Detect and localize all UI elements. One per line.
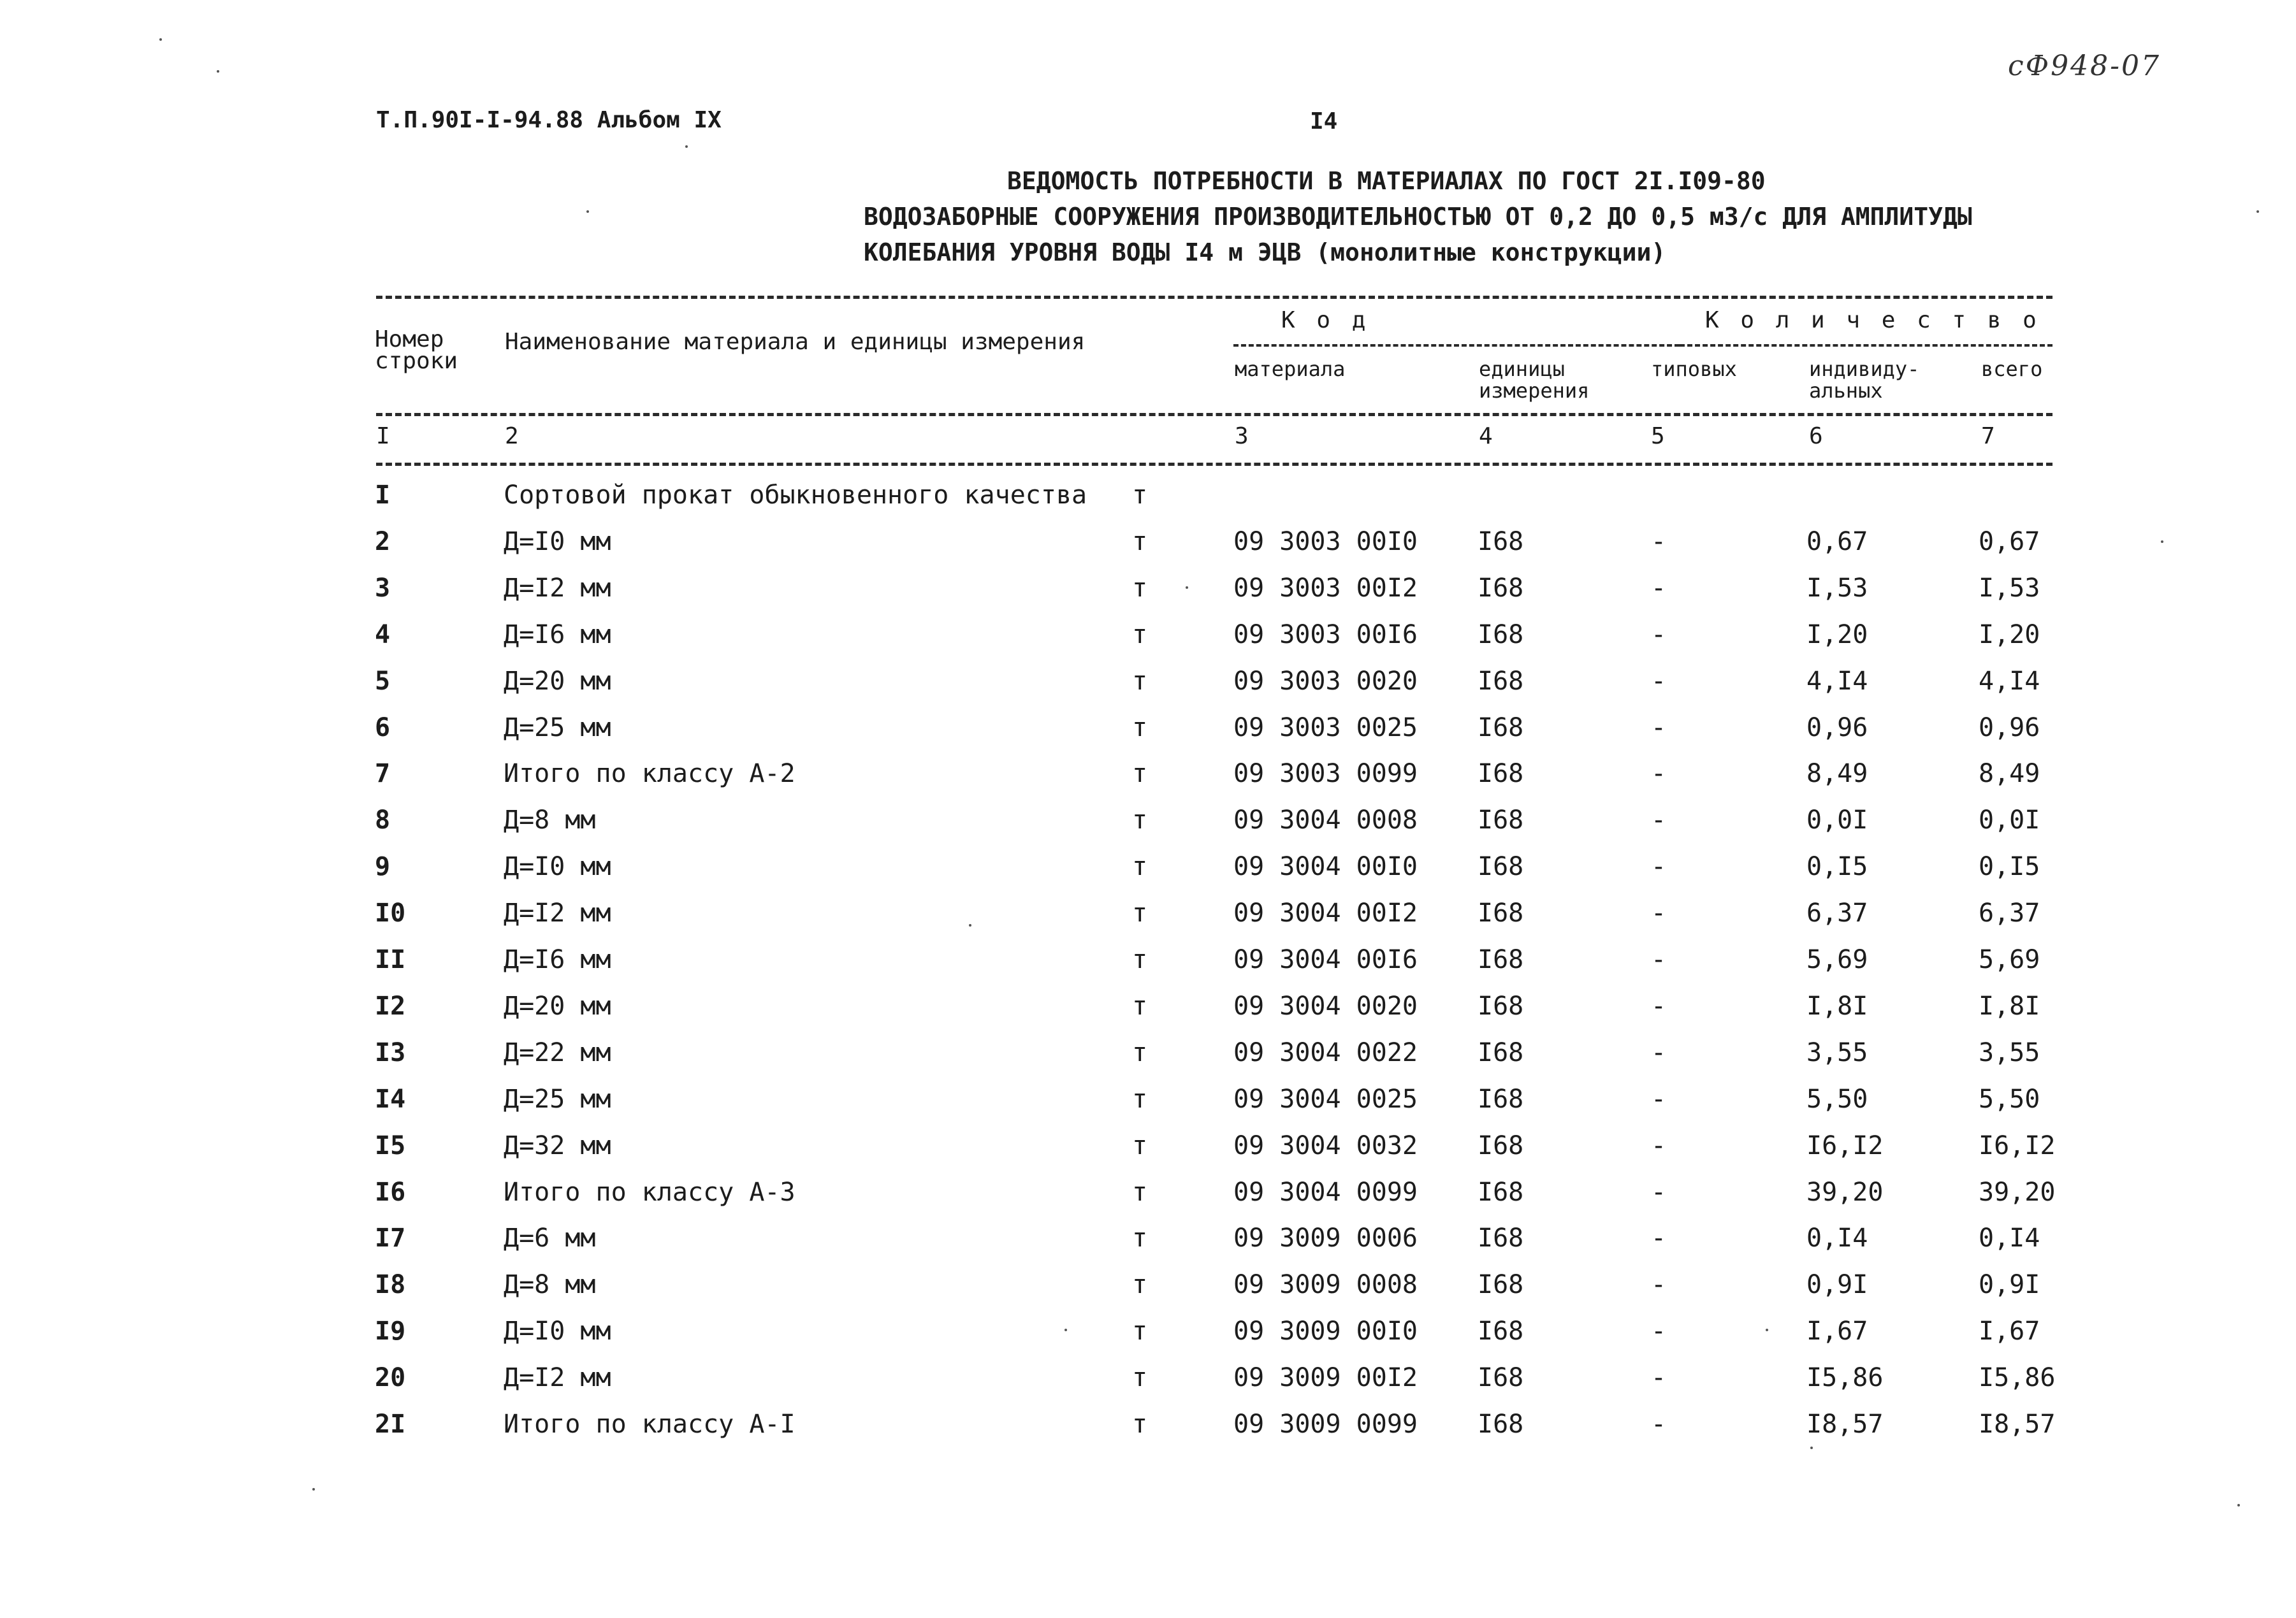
unit-code: I68 [1478,945,1524,974]
material-name: Сортовой прокат обыкновенного качества [504,480,1087,510]
qty-typical: - [1651,620,1667,649]
material-name: Д=22 мм [504,1038,611,1067]
row-number: 8 [375,805,391,835]
qty-typical: - [1651,945,1667,974]
unit: т [1132,945,1148,974]
header-code-material: материала [1235,357,1346,381]
unit: т [1132,992,1148,1021]
col-number-6: 6 [1809,423,1823,449]
col-number-4: 4 [1479,423,1493,449]
material-code: 09 3009 00I2 [1233,1363,1418,1392]
material-name: Д=I6 мм [504,945,611,974]
qty-typical: - [1651,527,1667,556]
row-number: 9 [375,852,391,881]
corner-handwritten-mark: сФ948-07 [2008,50,2162,82]
col-number-3: 3 [1235,423,1249,449]
qty-individual: 39,20 [1806,1178,1884,1207]
unit: т [1132,1363,1148,1392]
row-number: 4 [375,620,391,649]
unit-code: I68 [1478,852,1524,881]
qty-individual: 4,I4 [1806,667,1868,696]
unit: т [1132,1410,1148,1439]
material-code: 09 3004 00I2 [1233,899,1418,928]
col-number-7: 7 [1981,423,1995,449]
row-number: 20 [375,1363,406,1392]
title-line-3: КОЛЕБАНИЯ УРОВНЯ ВОДЫ I4 м ЭЦВ (монолитные конструкции) [864,238,1666,266]
unit-code: I68 [1478,759,1524,788]
row-number: I0 [375,899,406,928]
material-code: 09 3009 0099 [1233,1410,1418,1439]
quantity-group-rule [1680,344,2053,347]
material-code: 09 3004 0008 [1233,805,1418,835]
row-number: I4 [375,1085,406,1114]
unit: т [1132,620,1148,649]
qty-typical: - [1651,713,1667,742]
header-qty-individual-line1: индивиду- [1809,357,1920,381]
page-number: I4 [1310,108,1338,134]
qty-typical: - [1651,667,1667,696]
qty-individual: I,67 [1806,1317,1868,1346]
row-number: 2I [375,1410,406,1439]
row-number: 3 [375,574,391,603]
qty-individual: 0,9I [1806,1270,1868,1299]
qty-individual: I8,57 [1806,1410,1884,1439]
unit-code: I68 [1478,1317,1524,1346]
material-name: Д=25 мм [504,1085,611,1114]
material-name: Д=6 мм [504,1224,596,1253]
unit-code: I68 [1478,1085,1524,1114]
unit-code: I68 [1478,1410,1524,1439]
qty-typical: - [1651,805,1667,835]
col-number-1: I [376,423,390,449]
header-code-group: К о д [1281,307,1370,333]
column-numbers-rule [376,463,2053,466]
unit-code: I68 [1478,713,1524,742]
qty-total: 0,96 [1979,713,2040,742]
header-bottom-rule [376,413,2053,416]
material-code: 09 3009 0006 [1233,1224,1418,1253]
col-number-2: 2 [505,423,519,449]
unit-code: I68 [1478,1038,1524,1067]
title-line-2: ВОДОЗАБОРНЫЕ СООРУЖЕНИЯ ПРОИЗВОДИТЕЛЬНОСТЬЮ ОТ 0,2 ДО 0,5 м3/с ДЛЯ АМПЛИТУДЫ [864,203,1972,231]
material-code: 09 3009 0008 [1233,1270,1418,1299]
material-name: Д=32 мм [504,1131,611,1160]
row-number: I6 [375,1178,406,1207]
row-number: 2 [375,527,391,556]
qty-typical: - [1651,759,1667,788]
qty-typical: - [1651,1038,1667,1067]
qty-total: I,53 [1979,574,2040,603]
unit-code: I68 [1478,1270,1524,1299]
material-code: 09 3004 0025 [1233,1085,1418,1114]
qty-typical: - [1651,1178,1667,1207]
qty-total: I5,86 [1979,1363,2056,1392]
material-code: 09 3004 00I0 [1233,852,1418,881]
row-number: I3 [375,1038,406,1067]
material-code: 09 3004 0020 [1233,992,1418,1021]
material-name: Итого по классу А-I [504,1410,796,1439]
material-name: Д=I0 мм [504,1317,611,1346]
qty-typical: - [1651,1270,1667,1299]
unit: т [1132,805,1148,835]
unit-code: I68 [1478,1178,1524,1207]
row-number: I9 [375,1317,406,1346]
material-name: Д=I0 мм [504,852,611,881]
row-number: I5 [375,1131,406,1160]
material-code: 09 3003 0099 [1233,759,1418,788]
qty-total: I,8I [1979,992,2040,1021]
material-name: Итого по классу А-3 [504,1178,796,1207]
qty-individual: 3,55 [1806,1038,1868,1067]
scan-speck [685,145,688,148]
row-number: 7 [375,759,391,788]
row-number: II [375,945,406,974]
qty-typical: - [1651,1317,1667,1346]
material-name: Д=20 мм [504,992,611,1021]
unit-code: I68 [1478,1224,1524,1253]
unit: т [1132,574,1148,603]
header-qty-typical: типовых [1651,357,1737,381]
document-reference: Т.П.90I-I-94.88 Альбом IX [376,107,722,133]
material-code: 09 3004 0032 [1233,1131,1418,1160]
material-code: 09 3004 0022 [1233,1038,1418,1067]
material-name: Д=8 мм [504,1270,596,1299]
qty-typical: - [1651,1085,1667,1114]
unit: т [1132,1224,1148,1253]
unit: т [1132,759,1148,788]
unit: т [1132,1038,1148,1067]
unit: т [1132,1131,1148,1160]
header-row-number-line2: строки [375,348,458,374]
scan-speck [2256,210,2259,213]
header-row-number-line1: Номер [375,326,444,352]
unit-code: I68 [1478,992,1524,1021]
qty-typical: - [1651,992,1667,1021]
unit: т [1132,713,1148,742]
scan-speck [969,924,971,927]
unit-code: I68 [1478,805,1524,835]
qty-total: I8,57 [1979,1410,2056,1439]
qty-individual: 6,37 [1806,899,1868,928]
header-code-unit [1479,358,1589,401]
material-code: 09 3004 0099 [1233,1178,1418,1207]
unit: т [1132,667,1148,696]
unit-code: I68 [1478,1131,1524,1160]
qty-individual: 0,96 [1806,713,1868,742]
code-group-rule [1233,344,1680,347]
material-name: Д=I2 мм [504,1363,611,1392]
scan-speck [159,38,162,41]
row-number: I8 [375,1270,406,1299]
unit-code: I68 [1478,527,1524,556]
qty-typical: - [1651,1131,1667,1160]
material-code: 09 3004 00I6 [1233,945,1418,974]
qty-typical: - [1651,1410,1667,1439]
col-number-5: 5 [1651,423,1665,449]
qty-typical: - [1651,1224,1667,1253]
qty-total: 3,55 [1979,1038,2040,1067]
qty-individual: 0,I5 [1806,852,1868,881]
qty-typical: - [1651,574,1667,603]
material-name: Итого по классу А-2 [504,759,796,788]
qty-total: I,67 [1979,1317,2040,1346]
unit-code: I68 [1478,1363,1524,1392]
unit: т [1132,899,1148,928]
row-number: 5 [375,667,391,696]
unit-code: I68 [1478,899,1524,928]
unit-code: I68 [1478,574,1524,603]
qty-typical: - [1651,852,1667,881]
row-number: I2 [375,992,406,1021]
scan-speck [1766,1329,1768,1331]
material-name: Д=I0 мм [504,527,611,556]
material-code: 09 3003 0025 [1233,713,1418,742]
row-number: I [375,480,391,510]
scan-speck [1064,1329,1067,1331]
scan-speck [1186,586,1188,589]
header-code-unit-line1: единицы [1479,357,1565,381]
header-quantity-group: К о л и ч е с т в о [1705,307,2040,333]
unit: т [1132,1317,1148,1346]
qty-total: 0,9I [1979,1270,2040,1299]
scan-speck [2161,540,2163,543]
material-name: Д=25 мм [504,713,611,742]
material-code: 09 3003 00I6 [1233,620,1418,649]
qty-total: 6,37 [1979,899,2040,928]
scan-speck [586,210,589,213]
qty-total: 5,69 [1979,945,2040,974]
material-code: 09 3003 00I0 [1233,527,1418,556]
material-name: Д=8 мм [504,805,596,835]
material-name: Д=I2 мм [504,574,611,603]
material-name: Д=I6 мм [504,620,611,649]
qty-total: 39,20 [1979,1178,2056,1207]
unit: т [1132,527,1148,556]
unit: т [1132,480,1148,510]
qty-total: I6,I2 [1979,1131,2056,1160]
material-code: 09 3003 00I2 [1233,574,1418,603]
unit-code: I68 [1478,667,1524,696]
qty-total: 8,49 [1979,759,2040,788]
title-line-1: ВЕДОМОСТЬ ПОТРЕБНОСТИ В МАТЕРИАЛАХ ПО ГОСТ 2I.I09-80 [1007,167,1766,195]
scan-speck [217,70,219,73]
qty-typical: - [1651,1363,1667,1392]
qty-total: 4,I4 [1979,667,2040,696]
unit: т [1132,1270,1148,1299]
qty-individual: 8,49 [1806,759,1868,788]
unit: т [1132,1178,1148,1207]
qty-individual: I,20 [1806,620,1868,649]
scan-speck [1810,1447,1813,1449]
qty-total: 5,50 [1979,1085,2040,1114]
unit: т [1132,852,1148,881]
qty-individual: I,53 [1806,574,1868,603]
material-name: Д=20 мм [504,667,611,696]
qty-individual: 5,50 [1806,1085,1868,1114]
header-qty-individual [1809,358,1919,401]
qty-individual: 0,0I [1806,805,1868,835]
unit: т [1132,1085,1148,1114]
header-qty-individual-line2: альных [1809,379,1883,403]
qty-total: I,20 [1979,620,2040,649]
qty-individual: I5,86 [1806,1363,1884,1392]
qty-total: 0,I4 [1979,1224,2040,1253]
material-code: 09 3009 00I0 [1233,1317,1418,1346]
scan-speck [312,1488,315,1491]
header-row-number [375,326,458,374]
qty-total: 0,I5 [1979,852,2040,881]
header-top-rule [376,296,2053,299]
qty-typical: - [1651,899,1667,928]
qty-individual: 0,67 [1806,527,1868,556]
header-qty-total: всего [1981,357,2043,381]
row-number: 6 [375,713,391,742]
qty-total: 0,67 [1979,527,2040,556]
row-number: I7 [375,1224,406,1253]
qty-individual: I,8I [1806,992,1868,1021]
material-code: 09 3003 0020 [1233,667,1418,696]
unit-code: I68 [1478,620,1524,649]
qty-individual: 0,I4 [1806,1224,1868,1253]
qty-individual: I6,I2 [1806,1131,1884,1160]
qty-individual: 5,69 [1806,945,1868,974]
scan-speck [2237,1504,2240,1506]
header-code-unit-line2: измерения [1479,379,1590,403]
qty-total: 0,0I [1979,805,2040,835]
header-material-name: Наименование материала и единицы измерения [505,329,1086,355]
material-name: Д=I2 мм [504,899,611,928]
